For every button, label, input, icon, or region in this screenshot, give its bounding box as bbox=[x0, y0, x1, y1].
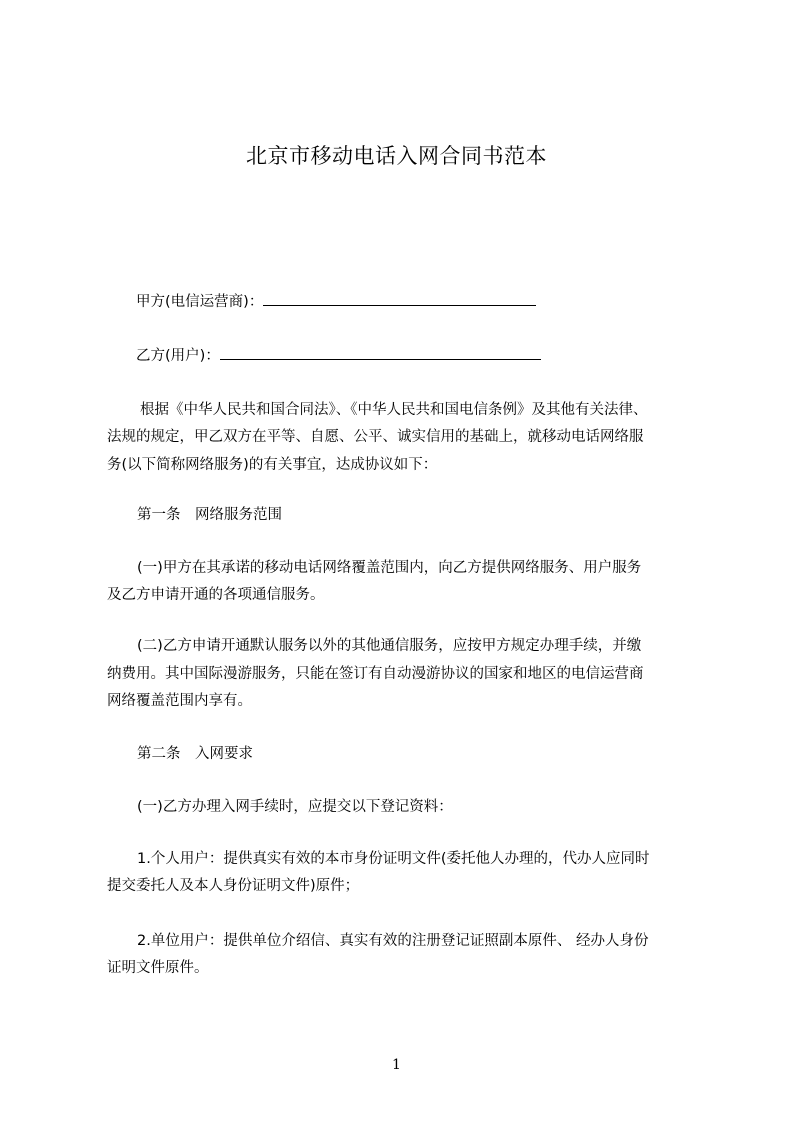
party-b-label: 乙方(用户)： bbox=[136, 348, 220, 364]
preamble-line-2: 法规的规定，甲乙双方在平等、自愿、公平、诚实信用的基础上，就移动电话网络服 bbox=[107, 429, 644, 445]
page-number: 1 bbox=[392, 1057, 401, 1073]
article-1-clause-1-line-2: 及乙方申请开通的各项通信服务。 bbox=[107, 587, 325, 603]
article-2-item-1-line-2: 提交委托人及本人身份证明文件)原件； bbox=[107, 878, 360, 894]
preamble-line-3: 务(以下简称网络服务)的有关事宜，达成协议如下： bbox=[107, 457, 438, 473]
article-1-clause-1-line-1: (一)甲方在其承诺的移动电话网络覆盖范围内，向乙方提供网络服务、用户服务 bbox=[137, 560, 642, 576]
article-2-heading: 第二条 入网要求 bbox=[137, 746, 253, 762]
party-a-label: 甲方(电信运营商)： bbox=[136, 294, 264, 310]
article-2-item-2-line-1: 2.单位用户：提供单位介绍信、真实有效的注册登记证照副本原件、 经办人身份 bbox=[137, 933, 649, 949]
party-b-line bbox=[136, 344, 541, 366]
article-1-clause-2-line-3: 网络覆盖范围内享有。 bbox=[107, 693, 252, 709]
preamble-line-1: 根据《中华人民共和国合同法》、《中华人民共和国电信条例》及其他有关法律、 bbox=[140, 402, 648, 418]
article-2-item-1-line-1: 1.个人用户：提供真实有效的本市身份证明文件(委托他人办理的，代办人应同时 bbox=[137, 851, 650, 867]
party-a-blank bbox=[263, 290, 536, 306]
document-title: 北京市移动电话入网合同书范本 bbox=[246, 144, 547, 168]
article-1-heading: 第一条 网络服务范围 bbox=[137, 507, 282, 523]
article-2-clause-1: (一)乙方办理入网手续时，应提交以下登记资料： bbox=[137, 799, 453, 815]
article-1-clause-2-line-2: 纳费用。其中国际漫游服务，只能在签订有自动漫游协议的国家和地区的电信运营商 bbox=[107, 666, 644, 682]
article-1-clause-2-line-1: (二)乙方申请开通默认服务以外的其他通信服务，应按甲方规定办理手续，并缴 bbox=[137, 638, 642, 654]
party-a-line bbox=[136, 290, 536, 312]
party-b-blank bbox=[220, 344, 541, 360]
article-2-item-2-line-2: 证明文件原件。 bbox=[107, 960, 209, 976]
